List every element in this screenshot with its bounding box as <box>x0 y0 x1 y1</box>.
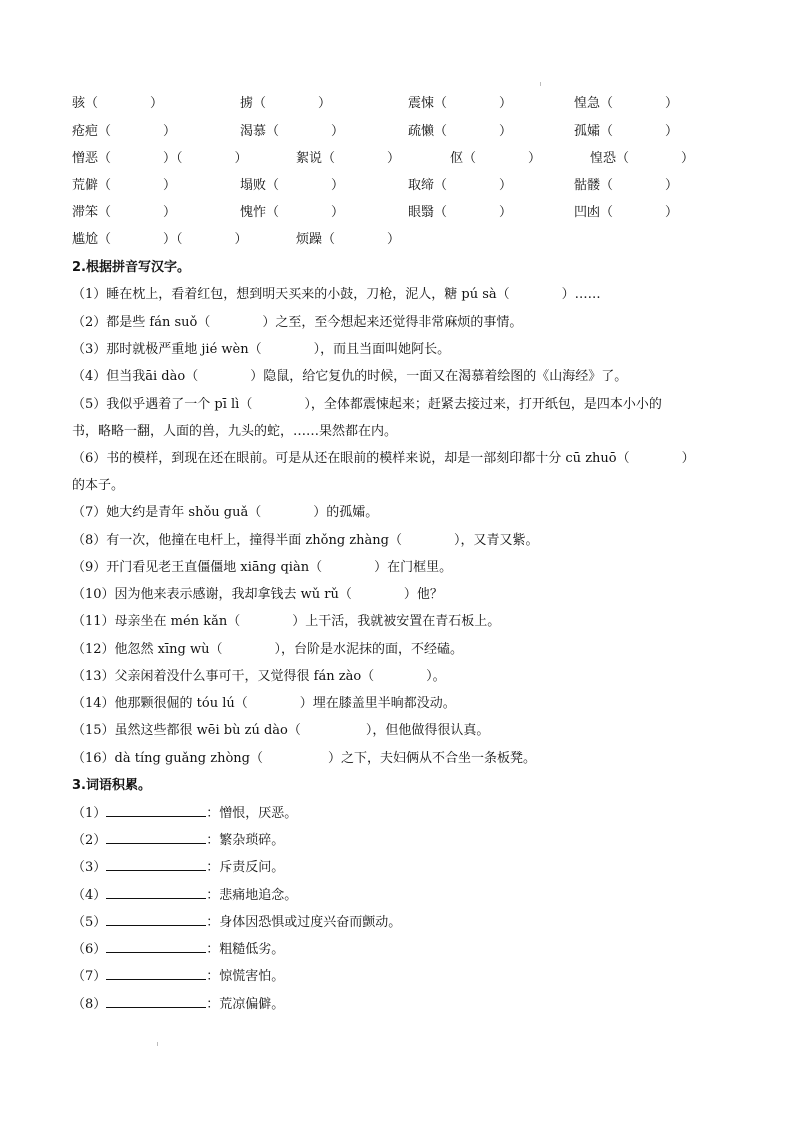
question-line: 的本子。 <box>72 478 125 493</box>
vocab-number: （1） <box>72 806 107 821</box>
grid-cell: 伛（ ） <box>450 151 542 166</box>
grid-cell: 孤孀（ ） <box>574 124 679 139</box>
vocab-definition: ：憎恨，厌恶。 <box>206 806 298 821</box>
question-line: （10）因为他来表示感谢，我却拿钱去 wǔ rǔ（ ）他？ <box>72 587 443 602</box>
answer-blank[interactable] <box>106 912 206 926</box>
vocab-definition: ：身体因恐惧或过度兴奋而颤动。 <box>206 915 402 930</box>
grid-row <box>72 94 732 114</box>
vocab-definition: ：荒凉偏僻。 <box>206 997 285 1012</box>
section3-title: 3.词语积累。 <box>72 778 151 793</box>
vocab-definition: ：粗糙低劣。 <box>206 942 285 957</box>
grid-cell: 骷髅（ ） <box>574 178 679 193</box>
question-line: （7）她大约是青年 shǒu guǎ（ ）的孤孀。 <box>72 505 379 520</box>
grid-cell: 渴慕（ ） <box>240 124 345 139</box>
vocab-definition: ：悲痛地追念。 <box>206 888 298 903</box>
vocab-item <box>72 994 732 1015</box>
answer-blank[interactable] <box>106 966 206 980</box>
grid-cell: 眼翳（ ） <box>408 205 513 220</box>
answer-blank[interactable] <box>106 939 206 953</box>
answer-blank[interactable] <box>106 994 206 1008</box>
grid-cell: 憎恶（ ）（ ） <box>72 151 248 166</box>
vocab-item <box>72 803 732 824</box>
question-line: （16）dà tíng guǎng zhòng（ ）之下，夫妇俩从不合坐一条板凳。 <box>72 751 536 766</box>
vocab-item <box>72 912 732 933</box>
vocab-definition: ：繁杂琐碎。 <box>206 833 285 848</box>
scan-mark-top <box>540 82 541 86</box>
vocab-number: （4） <box>72 888 107 903</box>
vocab-item <box>72 830 732 851</box>
grid-cell: 掳（ ） <box>240 96 332 111</box>
question-line: （6）书的模样，到现在还在眼前。可是从还在眼前的模样来说，却是一部刻印都十分 cū zhuō（ ） <box>72 451 695 466</box>
scan-mark-bottom <box>157 1042 158 1046</box>
grid-cell: 絮说（ ） <box>296 151 401 166</box>
grid-cell: 疮疤（ ） <box>72 124 177 139</box>
question-line: （8）有一次，他撞在电杆上，撞得半面 zhǒng zhàng（ ），又青又紫。 <box>72 533 539 548</box>
vocab-item <box>72 966 732 987</box>
vocab-number: （8） <box>72 997 107 1012</box>
grid-cell: 惶急（ ） <box>574 96 679 111</box>
grid-cell: 滞笨（ ） <box>72 205 177 220</box>
answer-blank[interactable] <box>106 830 206 844</box>
grid-cell: 取缔（ ） <box>408 178 513 193</box>
grid-row <box>72 122 732 142</box>
grid-cell: 愧怍（ ） <box>240 205 345 220</box>
question-line: （11）母亲坐在 mén kǎn（ ）上干活，我就被安置在青石板上。 <box>72 614 501 629</box>
vocab-item <box>72 857 732 878</box>
question-line: （2）都是些 fán suǒ（ ）之至，至今想起来还觉得非常麻烦的事情。 <box>72 315 523 330</box>
vocab-number: （6） <box>72 942 107 957</box>
grid-cell: 骇（ ） <box>72 96 164 111</box>
question-line: （12）他忽然 xīng wù（ ），台阶是水泥抹的面，不经磕。 <box>72 642 463 657</box>
question-line: （4）但当我āi dào（ ）隐鼠，给它复仇的时候，一面又在渴慕着绘图的《山海经》了。 <box>72 369 628 384</box>
question-line: （5）我似乎遇着了一个 pī lì（ ），全体都震悚起来；赶紧去接过来，打开纸包，是四本小小的 <box>72 397 662 412</box>
grid-cell: 荒僻（ ） <box>72 178 177 193</box>
question-line: 书，略略一翻，人面的兽，九头的蛇，……果然都在内。 <box>72 424 398 439</box>
vocab-definition: ：斥责反问。 <box>206 860 285 875</box>
question-line: （3）那时就极严重地 jié wèn（ ），而且当面叫她阿长。 <box>72 342 451 357</box>
vocab-number: （3） <box>72 860 107 875</box>
vocab-definition: ：惊慌害怕。 <box>206 969 285 984</box>
vocab-item <box>72 939 732 960</box>
grid-cell: 疏懒（ ） <box>408 124 513 139</box>
vocab-item <box>72 885 732 906</box>
grid-row <box>72 149 732 169</box>
vocab-number: （5） <box>72 915 107 930</box>
grid-cell: 凹凼（ ） <box>574 205 679 220</box>
vocab-number: （2） <box>72 833 107 848</box>
question-line: （9）开门看见老王直僵僵地 xiāng qiàn（ ）在门框里。 <box>72 560 453 575</box>
grid-row <box>72 176 732 196</box>
grid-cell: 烦躁（ ） <box>296 232 401 247</box>
grid-cell: 尴尬（ ）（ ） <box>72 232 248 247</box>
vocab-number: （7） <box>72 969 107 984</box>
answer-blank[interactable] <box>106 885 206 899</box>
answer-blank[interactable] <box>106 857 206 871</box>
grid-cell: 震悚（ ） <box>408 96 513 111</box>
grid-cell: 惶恐（ ） <box>590 151 695 166</box>
grid-row <box>72 230 732 250</box>
question-line: （13）父亲闲着没什么事可干，又觉得很 fán zào（ ）。 <box>72 669 446 684</box>
answer-blank[interactable] <box>106 803 206 817</box>
grid-row <box>72 203 732 223</box>
question-line: （1）睡在枕上，看着红包，想到明天买来的小鼓，刀枪，泥人，糖 pú sà（ ）…… <box>72 287 601 302</box>
question-line: （15）虽然这些都很 wēi bù zú dào（ ），但他做得很认真。 <box>72 723 490 738</box>
question-line: （14）他那颗很倔的 tóu lú（ ）埋在膝盖里半晌都没动。 <box>72 696 456 711</box>
section2-title: 2.根据拼音写汉字。 <box>72 260 190 275</box>
grid-cell: 塌败（ ） <box>240 178 345 193</box>
